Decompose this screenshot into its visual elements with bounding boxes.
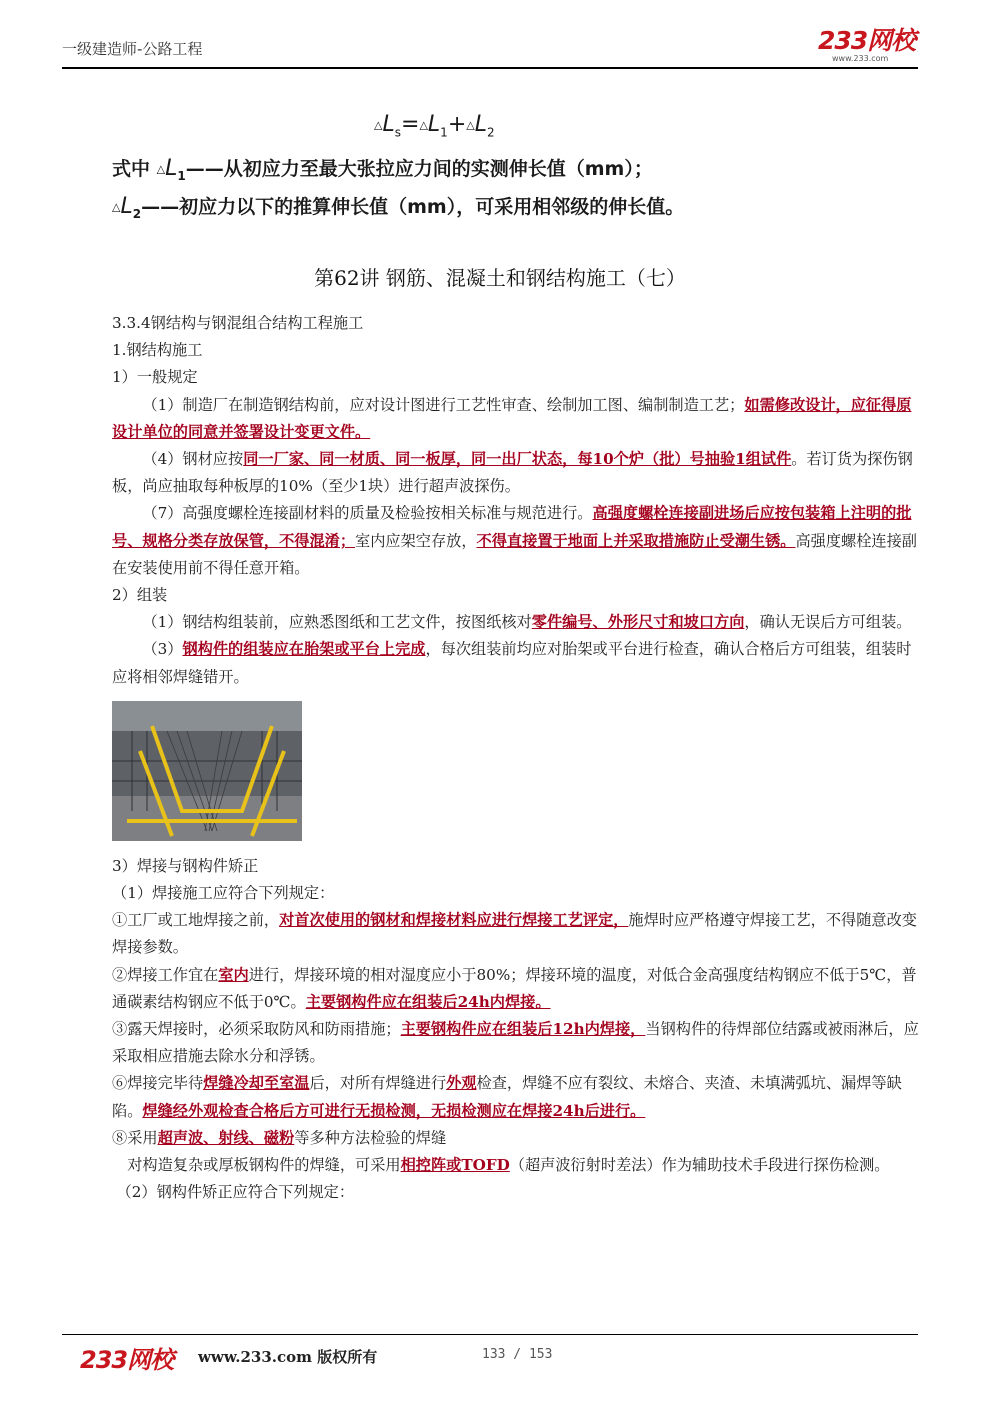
- steel-frame-photo: [112, 701, 302, 841]
- paragraph: （4）钢材应按同一厂家、同一材质、同一板厚，同一出厂状态，每10个炉（批）号抽验1组试件。若订货为探伤钢板，尚应抽取每种板厚的10%（至少1块）进行超声波探伤。: [112, 450, 913, 496]
- highlight: 主要钢构件应在组装后24h内焊接。: [305, 992, 551, 1011]
- highlight: 高强度螺栓连接副进场后应按包装箱上注明的批号、规格分类存放保管，不得混淆；: [112, 504, 912, 550]
- highlight: 如需修改设计，应征得原设计单位的同意并签署设计变更文件。: [112, 395, 912, 441]
- logo-wordmark: 233网校: [818, 26, 916, 55]
- highlight: 不得直接置于地面上并采取措施防止受潮生锈。: [476, 531, 796, 550]
- document-body: [112, 310, 924, 1206]
- paragraph: ⑧采用超声波、射线、磁粉等多种方法检验的焊缝: [112, 1128, 447, 1147]
- footer-copyright: www.233.com 版权所有: [198, 1348, 378, 1366]
- brand-logo: [818, 28, 928, 64]
- delta-icon: △: [156, 162, 166, 176]
- paragraph: （1）钢结构组装前，应熟悉图纸和工艺文件，按图纸核对零件编号、外形尺寸和坡口方向，确认无误后方可组装。: [142, 613, 912, 632]
- formula-equation: $\triangle L_s=\triangle L_1+\triangle L_2$: [374, 112, 495, 140]
- highlight: 室内: [218, 965, 249, 984]
- subsection-heading: 2）组装: [112, 586, 168, 605]
- lecture-title: 第62讲 钢筋、混凝土和钢结构施工（七）: [314, 266, 686, 290]
- paragraph: ②焊接工作宜在室内进行，焊接环境的相对湿度应小于80%；焊接环境的温度，对低合金高强度结构钢应不低于5℃，普通碳素结构钢应不低于0℃。主要钢构件应在组装后24h内焊接。: [112, 965, 917, 1011]
- footer-logo: 233网校: [80, 1346, 174, 1374]
- section-heading: 3.3.4钢结构与钢混组合结构工程施工: [112, 314, 364, 332]
- section-heading: 1.钢结构施工: [112, 341, 203, 360]
- page-number: 133 / 153: [482, 1347, 553, 1362]
- paragraph: ③露天焊接时，必须采取防风和防雨措施；主要钢构件应在组装后12h内焊接，当钢构件的待焊部位结露或被雨淋后，应采取相应措施去除水分和浮锈。: [112, 1020, 919, 1066]
- subsection-heading: （1）焊接施工应符合下列规定：: [112, 884, 335, 903]
- highlight: 主要钢构件应在组装后12h内焊接，: [400, 1020, 646, 1039]
- highlight: 零件编号、外形尺寸和坡口方向: [531, 613, 745, 632]
- footer-divider: [62, 1334, 918, 1335]
- paragraph: （7）高强度螺栓连接副材料的质量及检验按相关标准与规范进行。高强度螺栓连接副进场后应按包装箱上注明的批号、规格分类存放保管，不得混淆；室内应架空存放，不得直接置于地面上并采取措施防止受潮生锈。高强度螺栓连接副在安装使用前不得任意开箱。: [112, 504, 917, 577]
- highlight: 超声波、射线、磁粉: [157, 1128, 295, 1147]
- highlight: 相控阵或TOFD: [400, 1156, 510, 1175]
- delta-icon: △: [112, 200, 121, 214]
- formula-block: [112, 112, 912, 226]
- formula-definition-1: 式中 $\triangle L_1——$从初应力至最大张拉应力间的实测伸长值（mm）；: [112, 156, 653, 183]
- highlight: 焊缝经外观检查合格后方可进行无损检测，无损检测应在焊接24h后进行。: [142, 1101, 646, 1120]
- subsection-heading: 1）一般规定: [112, 368, 198, 387]
- subsection-heading: （2）钢构件矫正应符合下列规定：: [116, 1183, 355, 1202]
- formula-definition-2: $\triangle L_2——$初应力以下的推算伸长值（mm），可采用相邻级的伸长值。: [112, 194, 685, 221]
- highlight: 焊缝冷却至室温: [203, 1074, 310, 1093]
- paragraph: （1）制造厂在制造钢结构前，应对设计图进行工艺性审查、绘制加工图、编制制造工艺；如需修改设计，应征得原设计单位的同意并签署设计变更文件。: [112, 395, 912, 441]
- paragraph: （3）钢构件的组装应在胎架或平台上完成，每次组装前均应对胎架或平台进行检查，确认合格后方可组装，组装时应将相邻焊缝错开。: [112, 640, 912, 686]
- paragraph: ①工厂或工地焊接之前，对首次使用的钢材和焊接材料应进行焊接工艺评定，施焊时应严格遵守焊接工艺，不得随意改变焊接参数。: [112, 911, 917, 957]
- highlight: 同一厂家、同一材质、同一板厚，同一出厂状态，每10个炉（批）号抽验1组试件: [243, 450, 792, 469]
- subsection-heading: 3）焊接与钢构件矫正: [112, 856, 259, 875]
- highlight: 钢构件的组装应在胎架或平台上完成: [182, 640, 426, 659]
- highlight: 对首次使用的钢材和焊接材料应进行焊接工艺评定，: [279, 911, 629, 930]
- delta-icon: △: [419, 118, 428, 132]
- delta-icon: △: [466, 118, 475, 132]
- highlight: 外观: [446, 1074, 477, 1093]
- paragraph: ⑥焊接完毕待焊缝冷却至室温后，对所有焊缝进行外观检查，焊缝不应有裂纹、未熔合、夹渣、未填满弧坑、漏焊等缺陷。焊缝经外观检查合格后方可进行无损检测，无损检测应在焊接24h后进行。: [112, 1074, 902, 1120]
- paragraph: 对构造复杂或厚板钢构件的焊缝，可采用相控阵或TOFD（超声波衍射时差法）作为辅助技术手段进行探伤检测。: [127, 1156, 890, 1175]
- logo-url: www.233.com: [832, 54, 889, 63]
- header-title: 一级建造师-公路工程: [62, 40, 203, 58]
- delta-icon: △: [374, 118, 383, 132]
- header-divider: [62, 67, 918, 69]
